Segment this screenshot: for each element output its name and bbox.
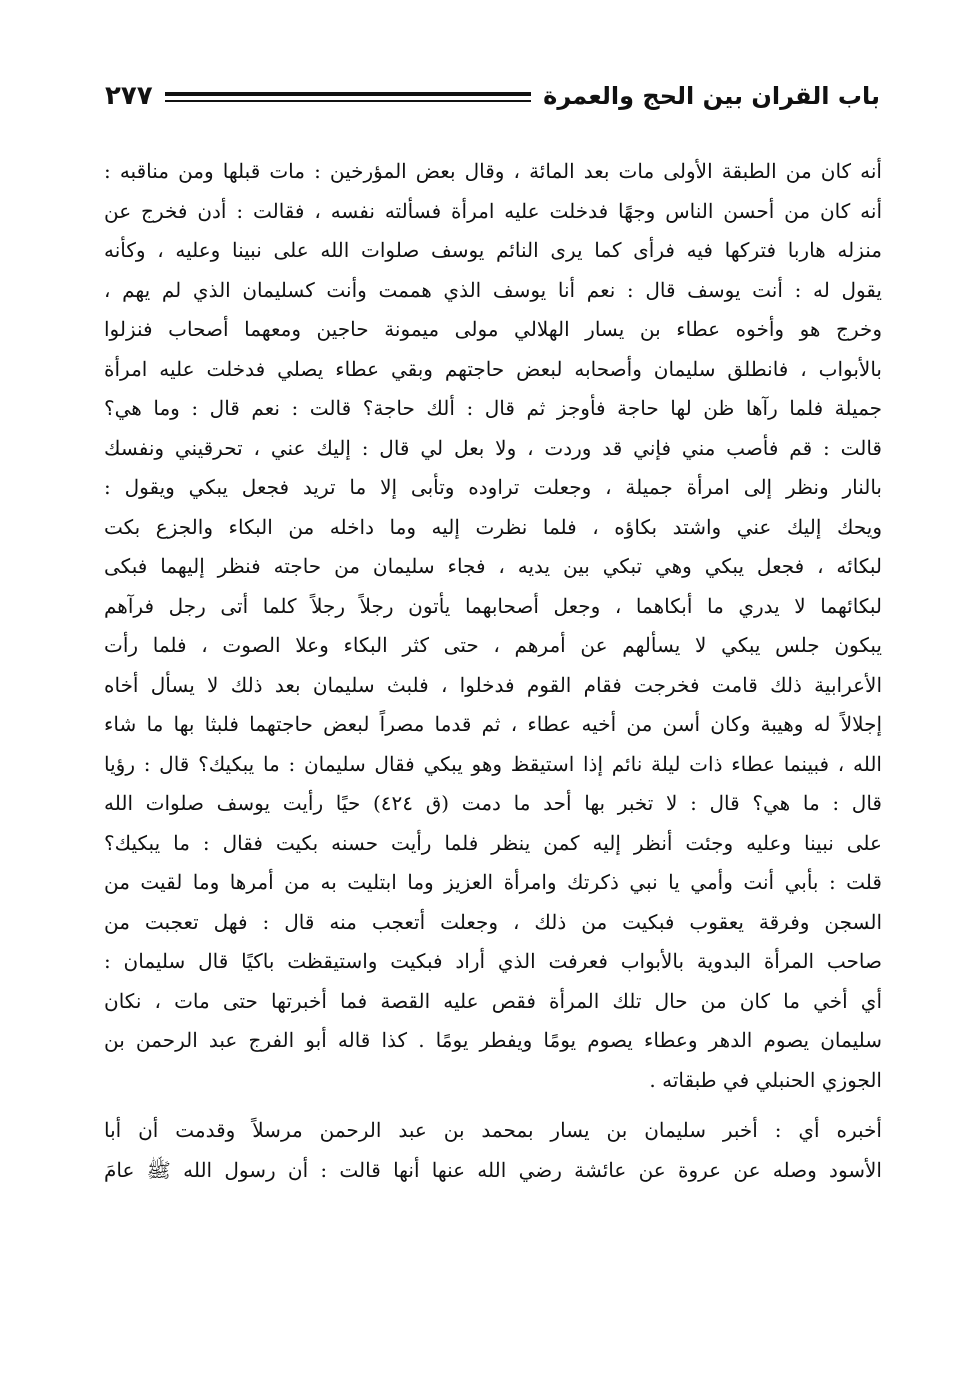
text-line: السجن وفرقة يعقوب فبكيت من ذلك ، وجعلت أتعجب منه قال : فهل تعجبت من [104, 909, 882, 934]
text-line: بالنار ونظر إلى امرأة جميلة ، وجعلت تراوده وتأبى إلا ما تريد فجعل يبكي ويقول : [104, 475, 882, 499]
text-line: إجلالاً له وهيبة وكان أسن من أخيه عطاء ، ثم قدما مصراً لبعض حاجتهما فلبثا بها ما شاء [104, 712, 882, 736]
text-line: الجوزي الحنبلي في طبقاته . [649, 1067, 882, 1092]
text-line: بالأبواب ، فانطلق سليمان وأصحابه لبعض حاجتهم وبقي عطاء يصلي فدخلت عليه امرأة [104, 356, 882, 381]
chapter-title: باب القران بين الحج والعمرة [543, 82, 880, 110]
text-line: جميلة فلما رآها ظن لها حاجة فأوجز ثم قال : ألك حاجة؟ قالت : نعم قال : وما هي؟ [104, 396, 882, 420]
text-line: أنه كان من الطبقة الأولى مات بعد المائة ، وقال بعض المؤرخين : مات قبلها ومن مناقبه : [104, 159, 882, 183]
text-line: صاحب المرأة البدوية بالأبواب فعرفت الذي أراد فبكيت واستيقظت باكيًا قال سليمان : [104, 949, 882, 973]
text-line: قالت : قم فأصب مني فإني قد وردت ، ولا بعل لي قال : إليك عني ، تحرقيني ونفسك [104, 435, 882, 460]
text-line: وخرج هو وأخوه عطاء بن يسار الهلالي مولى ميمونة حاجين ومعهما أصحاب فنزلوا [104, 317, 882, 341]
text-line: على نبينا وعليه وجئت أنظر إليه كمن ينظر فلما رأيت حسنه بكيت فقال : ما يبكيك؟ [104, 830, 882, 855]
text-line: الأعرابية ذلك قامت فخرجت فقام القوم فدخلوا ، فلبث سليمان بعد ذلك لا يسأل أخاه [104, 672, 882, 697]
text-line: أخبره أي : أخبر سليمان بن يسار بمحمد بن عبد الرحمن مرسلاً وقدمت أن أبا [104, 1118, 882, 1142]
body-text [104, 152, 882, 1190]
text-line: الله ، فبينما عطاء ذات ليلة نائم إذا استيقظ وهو يبكي فقال سليمان : ما يبكيك؟ قال : رؤيا [104, 751, 882, 776]
header-rule [165, 92, 532, 102]
text-line: يقول له : أنت يوسف قال : نعم أنا يوسف الذي هممت وأنت كسليمان الذي لم يهم ، [104, 277, 882, 302]
text-line: الأسود وصله عن عروة عن عائشة رضي الله عنها أنها قالت : أن رسول الله ﷺ عامَ [104, 1157, 882, 1182]
paragraph-gap [104, 1100, 882, 1111]
text-line: منزله هاربا فتركها فيه فرأى كما يرى النائم يوسف صلوات الله على نبينا وعليه ، وكأنه [104, 238, 882, 262]
text-line: ويحك إليك عني واشتد بكاؤه ، فلما نظرت إليه وما داخله من البكاء والجزع بكت [104, 514, 882, 539]
text-line: أنه كان من أحسن الناس وجهًا فدخلت عليه امرأة فسألته نفسه ، فقالت : أدن فخرج عن [104, 198, 882, 223]
text-line: أي أخي ما كان من حال تلك المرأة فقص عليه القصة فما أخبرتها حتى مات ، نكان [104, 988, 882, 1013]
paragraph [104, 1111, 882, 1190]
text-line: يبكون جلس يبكي لا يسألهم عن أمرهم ، حتى كثر البكاء وعلا الصوت ، فلما رأت [104, 633, 882, 657]
paragraph [104, 152, 882, 1100]
running-header [105, 74, 880, 118]
text-line: قال : ما هي؟ قال : لا تخبر بها أحد ما دمت (ق ٤٢٤) حيًا رأيت يوسف صلوات الله [104, 791, 882, 815]
text-line: سليمان يصوم الدهر وعطاء يصوم يومًا ويفطر يومًا . كذا قاله أبو الفرج عبد الرحمن بن [104, 1028, 882, 1052]
text-line: قلت : بأبي أنت وأمي يا نبي ذكرتك وامرأة العزيز وما ابتليت به من أمرها وما لقيت من [104, 870, 882, 894]
text-line: لبكائهما لا يدري ما أبكاهما ، وجعل أصحابهما يأتون رجلاً رجلاً كلما أتى رجل فرآهم [104, 593, 882, 618]
text-line: لبكائه ، فجعل يبكي وهي تبكي بين يديه ، فجاء سليمان من حاجته فنظر إليهما فبكى [104, 554, 882, 578]
page-number: ٢٧٧ [105, 81, 153, 111]
